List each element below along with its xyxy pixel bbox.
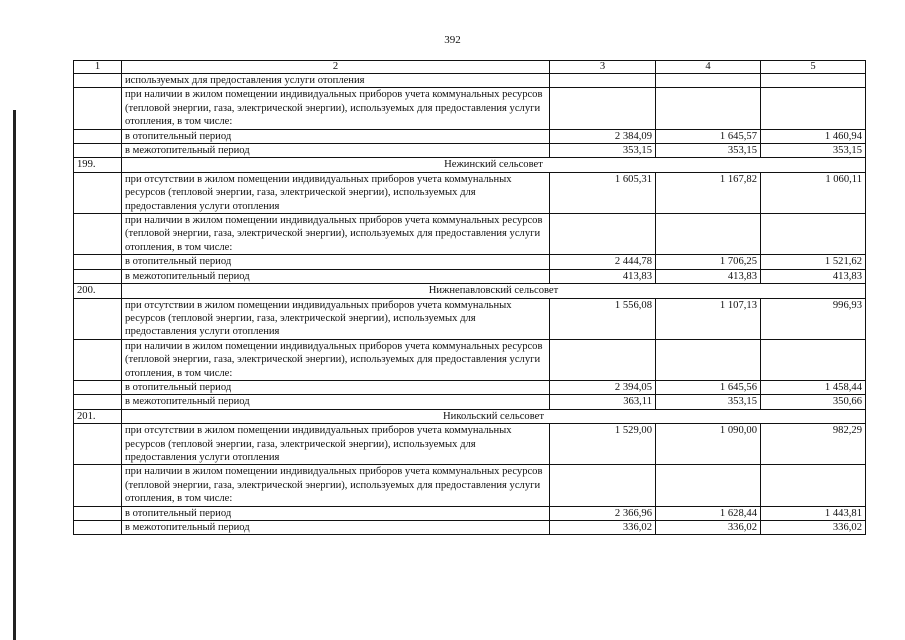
value-col-5: 982,29 — [761, 424, 866, 465]
row-number — [74, 172, 122, 213]
section-row — [74, 284, 866, 298]
value-col-5: 1 521,62 — [761, 255, 866, 269]
scan-edge-shadow — [13, 110, 16, 640]
value-col-5 — [761, 339, 866, 380]
header-col-3: 3 — [550, 61, 656, 74]
value-col-5 — [761, 465, 866, 506]
row-number — [74, 255, 122, 269]
table-row — [74, 74, 866, 88]
value-col-5: 413,83 — [761, 269, 866, 283]
row-description: в межотопительный период — [122, 144, 550, 158]
value-col-3: 2 394,05 — [550, 380, 656, 394]
table-row — [74, 380, 866, 394]
table-row — [74, 506, 866, 520]
row-number — [74, 465, 122, 506]
row-number — [74, 298, 122, 339]
row-number — [74, 214, 122, 255]
value-col-4: 1 090,00 — [656, 424, 761, 465]
row-number — [74, 395, 122, 409]
row-description: при наличии в жилом помещении индивидуальных приборов учета коммунальных ресурсов (тепловой энергии, газа, электрической энергии), используемых для предоставления услуги отопления, в том числе: — [122, 214, 550, 255]
value-col-3: 2 384,09 — [550, 129, 656, 143]
value-col-5 — [761, 74, 866, 88]
value-col-4: 1 107,13 — [656, 298, 761, 339]
table-row — [74, 88, 866, 129]
header-col-4: 4 — [656, 61, 761, 74]
value-col-3: 2 444,78 — [550, 255, 656, 269]
value-col-5: 996,93 — [761, 298, 866, 339]
value-col-4 — [656, 74, 761, 88]
value-col-3: 1 556,08 — [550, 298, 656, 339]
page-number: 392 — [444, 34, 461, 46]
value-col-5 — [761, 214, 866, 255]
row-description: в межотопительный период — [122, 269, 550, 283]
row-number — [74, 269, 122, 283]
value-col-5: 1 458,44 — [761, 380, 866, 394]
value-col-4 — [656, 465, 761, 506]
value-col-3: 1 529,00 — [550, 424, 656, 465]
row-description: в межотопительный период — [122, 521, 550, 535]
table-body — [74, 61, 866, 535]
section-row — [74, 158, 866, 172]
row-number — [74, 506, 122, 520]
value-col-4: 353,15 — [656, 395, 761, 409]
table-row — [74, 339, 866, 380]
table-row — [74, 144, 866, 158]
table-row — [74, 298, 866, 339]
row-description: используемых для предоставления услуги отопления — [122, 74, 550, 88]
section-title: Нежинский сельсовет — [122, 158, 866, 172]
tariff-table — [73, 60, 866, 535]
value-col-3: 2 366,96 — [550, 506, 656, 520]
table-row — [74, 465, 866, 506]
row-number — [74, 521, 122, 535]
table-row — [74, 255, 866, 269]
row-description: в отопительный период — [122, 255, 550, 269]
table-row — [74, 214, 866, 255]
row-number: 200. — [74, 284, 122, 298]
row-description: при наличии в жилом помещении индивидуальных приборов учета коммунальных ресурсов (тепловой энергии, газа, электрической энергии), используемых для предоставления услуги отопления, в том числе: — [122, 339, 550, 380]
row-number: 199. — [74, 158, 122, 172]
row-number — [74, 129, 122, 143]
value-col-3: 1 605,31 — [550, 172, 656, 213]
value-col-3: 363,11 — [550, 395, 656, 409]
section-title: Никольский сельсовет — [122, 409, 866, 423]
section-row — [74, 409, 866, 423]
value-col-5: 350,66 — [761, 395, 866, 409]
value-col-5 — [761, 88, 866, 129]
value-col-4: 336,02 — [656, 521, 761, 535]
table-row — [74, 269, 866, 283]
value-col-3 — [550, 88, 656, 129]
row-description: в межотопительный период — [122, 395, 550, 409]
value-col-4: 1 645,56 — [656, 380, 761, 394]
value-col-4: 353,15 — [656, 144, 761, 158]
value-col-3 — [550, 74, 656, 88]
row-number: 201. — [74, 409, 122, 423]
row-description: в отопительный период — [122, 380, 550, 394]
value-col-5: 1 460,94 — [761, 129, 866, 143]
value-col-4: 1 628,44 — [656, 506, 761, 520]
header-col-5: 5 — [761, 61, 866, 74]
header-col-1: 1 — [74, 61, 122, 74]
value-col-5: 353,15 — [761, 144, 866, 158]
value-col-3 — [550, 465, 656, 506]
header-col-2: 2 — [122, 61, 550, 74]
row-description: при отсутствии в жилом помещении индивидуальных приборов учета коммунальных ресурсов (тепловой энергии, газа, электрической энергии), используемых для предоставления услуги отопления — [122, 172, 550, 213]
row-description: при отсутствии в жилом помещении индивидуальных приборов учета коммунальных ресурсов (тепловой энергии, газа, электрической энергии), используемых для предоставления услуги отопления — [122, 424, 550, 465]
value-col-5: 1 060,11 — [761, 172, 866, 213]
table-row — [74, 172, 866, 213]
value-col-5: 336,02 — [761, 521, 866, 535]
row-description: при отсутствии в жилом помещении индивидуальных приборов учета коммунальных ресурсов (тепловой энергии, газа, электрической энергии), используемых для предоставления услуги отопления — [122, 298, 550, 339]
row-number — [74, 380, 122, 394]
row-number — [74, 144, 122, 158]
row-number — [74, 74, 122, 88]
row-description: в отопительный период — [122, 506, 550, 520]
value-col-3 — [550, 214, 656, 255]
row-number — [74, 88, 122, 129]
row-description: в отопительный период — [122, 129, 550, 143]
section-title: Нижнепавловский сельсовет — [122, 284, 866, 298]
table-row — [74, 521, 866, 535]
row-description: при наличии в жилом помещении индивидуальных приборов учета коммунальных ресурсов (тепловой энергии, газа, электрической энергии), используемых для предоставления услуги отопления, в том числе: — [122, 88, 550, 129]
value-col-5: 1 443,81 — [761, 506, 866, 520]
value-col-4: 413,83 — [656, 269, 761, 283]
header-row — [74, 61, 866, 74]
value-col-3: 353,15 — [550, 144, 656, 158]
value-col-4: 1 706,25 — [656, 255, 761, 269]
table-row — [74, 129, 866, 143]
row-description: при наличии в жилом помещении индивидуальных приборов учета коммунальных ресурсов (тепловой энергии, газа, электрической энергии), используемых для предоставления услуги отопления, в том числе: — [122, 465, 550, 506]
value-col-3 — [550, 339, 656, 380]
row-number — [74, 424, 122, 465]
table-row — [74, 424, 866, 465]
table-row — [74, 395, 866, 409]
row-number — [74, 339, 122, 380]
value-col-4: 1 645,57 — [656, 129, 761, 143]
value-col-4 — [656, 88, 761, 129]
value-col-4 — [656, 339, 761, 380]
value-col-4 — [656, 214, 761, 255]
value-col-4: 1 167,82 — [656, 172, 761, 213]
value-col-3: 413,83 — [550, 269, 656, 283]
value-col-3: 336,02 — [550, 521, 656, 535]
